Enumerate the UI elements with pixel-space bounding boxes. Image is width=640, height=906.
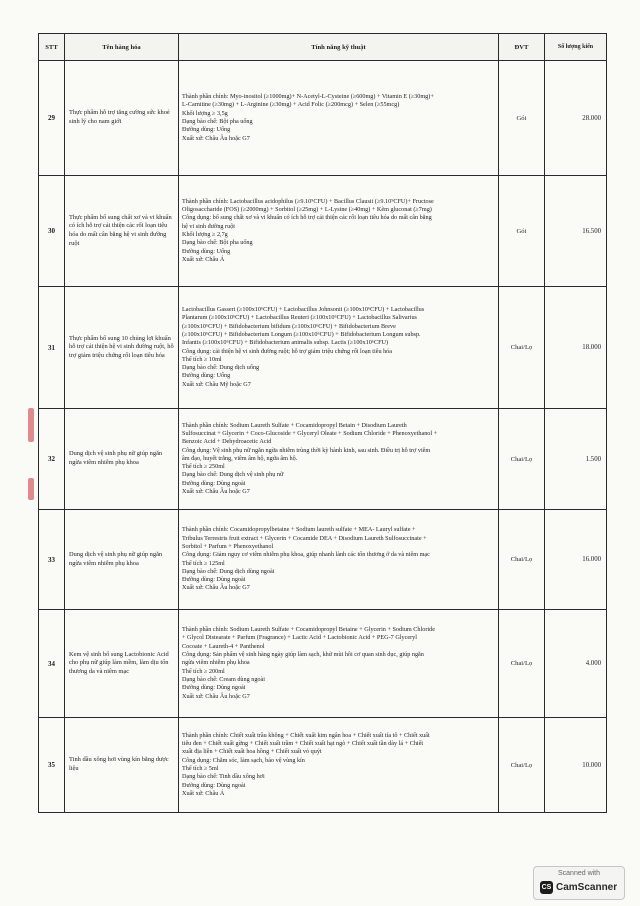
spec-line: Thành phần chính: Sodium Laureth Sulfate + Cocamidopropyl Betaine + Glycerin + Sodium Chloride bbox=[182, 626, 435, 634]
spec-line: Đường dùng: Uống bbox=[182, 126, 231, 134]
spec-line: Công dụng: Chăm sóc, làm sạch, bảo vệ vùng kín bbox=[182, 756, 305, 764]
spec-line: hệ vi sinh đường ruột bbox=[182, 222, 236, 230]
spec-line: Dạng bào chế: Dung dịch vệ sinh phụ nữ bbox=[182, 471, 284, 479]
row-stt: 35 bbox=[39, 718, 65, 813]
spec-line: Lactobacillus Gasseri (≥100x10⁶CFU) + Lactobacillus Johnsonii (≥100x10⁶CFU) + Lactobacillus bbox=[182, 306, 425, 314]
row-technical-spec bbox=[179, 610, 499, 718]
row-unit: Chai/Lọ bbox=[499, 409, 545, 510]
red-stamp-mark bbox=[28, 478, 34, 500]
spec-line: Xuất xứ: Châu Á bbox=[182, 255, 225, 263]
row-quantity: 28.000 bbox=[545, 61, 607, 176]
spec-line: Công dụng: Sản phẩm vệ sinh hàng ngày giúp làm sạch, khử mùi hôi cơ quan sinh dục, giúp ngăn bbox=[182, 651, 424, 659]
row-quantity: 1.500 bbox=[545, 409, 607, 510]
spec-line: Tribulus Terrestris fruit extract + Glycerin + Cocamide DEA + Disodium Laureth Sulfosuccinate + bbox=[182, 534, 427, 542]
row-product-name: Dung dịch vệ sinh phụ nữ giúp ngăn ngừa viêm nhiễm phụ khoa bbox=[65, 510, 179, 610]
spec-line: Thành phần chính: Sodium Laureth Sulfate + Cocamidopropyl Betain + Disodium Laureth bbox=[182, 421, 407, 429]
camscanner-logo-icon: CS bbox=[540, 881, 553, 894]
spec-line: Xuất xứ: Châu Âu hoặc G7 bbox=[182, 488, 250, 496]
spec-line: + Glycol Distearate + Parfum (Fragrance) + Lactic Acid + Lactobionic Acid + PEG-7 Glyceryl bbox=[182, 634, 417, 642]
spec-line: Dạng bào chế: Tinh dầu xông hơi bbox=[182, 773, 265, 781]
spec-line: âm đạo, huyết trắng, viêm âm hộ, ngứa âm hộ. bbox=[182, 454, 298, 462]
row-quantity: 4.000 bbox=[545, 610, 607, 718]
spec-line: Sorbitol + Parfum + Phenoxyethanol bbox=[182, 542, 274, 550]
spec-line: Infantis (≥100x10⁶CFU) + Bifidobacterium animalis subsp. Lactis (≥100x10⁶CFU) bbox=[182, 339, 389, 347]
spec-line: Đường dùng: Uống bbox=[182, 372, 231, 380]
product-spec-table bbox=[38, 33, 607, 813]
spec-line: Đường dùng: Uống bbox=[182, 247, 231, 255]
spec-line: Xuất xứ: Châu Á bbox=[182, 789, 225, 797]
row-unit: Chai/Lọ bbox=[499, 610, 545, 718]
watermark-app-name: CamScanner bbox=[556, 882, 618, 893]
spec-line: Cocoate + Laureth-4 + Panthenol bbox=[182, 642, 265, 650]
spec-line: Thể tích ≥ 250ml bbox=[182, 463, 225, 471]
spec-line: Khối lượng ≥ 2,7g bbox=[182, 231, 228, 238]
header-stt: STT bbox=[39, 34, 65, 61]
spec-line: Thành phần chính: Chiết xuất trầu không + Chiết xuất kim ngân hoa + Chiết xuất tía tô + Chiết xuất bbox=[182, 731, 430, 739]
row-technical-spec bbox=[179, 287, 499, 409]
row-technical-spec bbox=[179, 409, 499, 510]
row-technical-spec bbox=[179, 510, 499, 610]
spec-line: Dạng bào chế: Dung dịch dùng ngoài bbox=[182, 567, 275, 575]
spec-line: Plantarum (≥100x10⁶CFU) + Lactobacillus Reuteri (≥100x10⁶CFU) + Lactobacillus Salivarius bbox=[182, 314, 417, 322]
row-stt: 31 bbox=[39, 287, 65, 409]
row-quantity: 18.000 bbox=[545, 287, 607, 409]
spec-line: Thể tích ≥ 10ml bbox=[182, 355, 222, 363]
spec-line: Oligosaccharide (FOS) (≥2000mg) + Sorbitol (≥25mg) + L-Lysine (≥40mg) + Kẽm gluconat (≥7mg) bbox=[182, 206, 432, 214]
row-stt: 34 bbox=[39, 610, 65, 718]
watermark-scanned-with: Scanned with bbox=[557, 870, 601, 877]
row-quantity: 16.500 bbox=[545, 176, 607, 287]
row-unit: Chai/Lọ bbox=[499, 718, 545, 813]
spec-line: ngừa viêm nhiễm phụ khoa bbox=[182, 659, 250, 667]
row-stt: 33 bbox=[39, 510, 65, 610]
spec-line: Công dụng: Vệ sinh phụ nữ ngăn ngừa nhiễm trùng thời kỳ hành kinh, sau sinh. Điều trị hỗ trợ viêm bbox=[182, 446, 431, 454]
table-row bbox=[39, 409, 607, 510]
spec-line: L-Carnitine (≥30mg) + L-Arginine (≥30mg) + Acid Folic (≥200mcg) + Selen (≥55mcg) bbox=[182, 101, 400, 109]
table-row bbox=[39, 287, 607, 409]
row-stt: 30 bbox=[39, 176, 65, 287]
row-product-name: Kem vệ sinh bổ sung Lactobionic Acid cho phụ nữ giúp làm mềm, làm dịu tổn thương da và niêm mạc bbox=[65, 610, 179, 718]
table-row bbox=[39, 176, 607, 287]
red-stamp-mark bbox=[28, 408, 34, 442]
spec-line: Công dụng: bổ sung chất xơ và vi khuẩn có ích hỗ trợ cải thiện các rối loạn tiêu hóa do mất cân bằng bbox=[182, 214, 432, 222]
row-unit: Gói bbox=[499, 176, 545, 287]
header-product-name: Tên hàng hóa bbox=[65, 34, 179, 61]
spec-line: Thành phần chính: Myo-inositol (≥1000mg)+ N-Acetyl-L-Cysteine (≥600mg) + Vitamin E (≥30mg)+ bbox=[182, 93, 434, 101]
spec-line: Dạng bào chế: Bột pha uống bbox=[182, 118, 253, 125]
row-technical-spec bbox=[179, 176, 499, 287]
row-product-name: Tinh dầu xông hơi vùng kín bằng dược liệu bbox=[65, 718, 179, 813]
row-stt: 32 bbox=[39, 409, 65, 510]
table-row bbox=[39, 510, 607, 610]
header-unit: ĐVT bbox=[499, 34, 545, 61]
spec-line: tiêu đen + Chiết xuất gừng + Chiết xuất trầm + Chiết xuất hạt ngò + Chiết xuất tần dày lá + Chiết bbox=[182, 740, 424, 748]
table-row bbox=[39, 718, 607, 813]
row-unit: Chai/Lọ bbox=[499, 510, 545, 610]
spec-line: Benzoic Acid + Dehydroacetic Acid bbox=[182, 438, 272, 446]
spec-line: xuất địa liền + Chiết xuất hoa hồng + Chiết xuất vỏ quýt bbox=[182, 748, 322, 756]
spec-line: Xuất xứ: Châu Âu hoặc G7 bbox=[182, 584, 250, 592]
spec-line: Đường dùng: Dùng ngoài bbox=[182, 576, 246, 584]
spec-line: Sulfosuccinat + Glycerin + Coco-Glucoside + Glyceryl Oleate + Sodium Chloride + Phenoxyethanol + bbox=[182, 429, 438, 437]
spec-line: Thành phần chính: Lactobacillus acidophilus (≥9.10⁹CFU) + Bacillus Clausii (≥9.10⁹CFU)+ Fructose bbox=[182, 197, 434, 205]
header-quantity bbox=[545, 34, 607, 61]
spec-line: Công dụng: cải thiện hệ vi sinh đường ruột; hỗ trợ giảm triệu chứng rối loạn tiêu hóa bbox=[182, 347, 393, 355]
table-row bbox=[39, 610, 607, 718]
row-quantity: 10.000 bbox=[545, 718, 607, 813]
header-technical-spec: Tính năng kỹ thuật bbox=[179, 34, 499, 61]
header-quantity-label: Số lượng kiến bbox=[557, 44, 594, 50]
spec-line: Thành phần chính: Cocamidopropylbetaine + Sodium laureth sulfate + MEA- Lauryl sulfate + bbox=[182, 526, 416, 534]
row-quantity: 16.000 bbox=[545, 510, 607, 610]
spec-line: Thể tích ≥ 125ml bbox=[182, 559, 225, 567]
spec-line: (≥100x10⁶CFU) + Bifidobacterium Longum (≥100x10⁶CFU) + Bifidobacterium Longum subsp. bbox=[182, 330, 421, 338]
spec-line: Xuất xứ: Châu Âu hoặc G7 bbox=[182, 692, 250, 700]
table-row bbox=[39, 61, 607, 176]
spec-line: Đường dùng: Dùng ngoài bbox=[182, 781, 246, 789]
row-product-name: Thực phẩm hỗ trợ tăng cường sức khoẻ sinh lý cho nam giới bbox=[65, 61, 179, 176]
row-product-name: Dung dịch vệ sinh phụ nữ giúp ngăn ngừa viêm nhiễm phụ khoa bbox=[65, 409, 179, 510]
spec-line: Xuất xứ: Châu Âu hoặc G7 bbox=[182, 134, 250, 142]
spec-line: Dạng bào chế: Bột pha uống bbox=[182, 239, 253, 247]
spec-line: Xuất xứ: Châu Mỹ hoặc G7 bbox=[182, 380, 251, 388]
row-technical-spec bbox=[179, 718, 499, 813]
spec-line: Thể tích ≥ 200ml bbox=[182, 667, 225, 675]
row-stt: 29 bbox=[39, 61, 65, 176]
spec-line: Thể tích ≥ 5ml bbox=[182, 765, 219, 772]
spec-line: (≥100x10⁶CFU) + Bifidobacterium bifidum (≥100x10⁶CFU) + Bifidobacterium Breve bbox=[182, 322, 396, 330]
spec-line: Đường dùng: Dùng ngoài bbox=[182, 684, 246, 692]
spec-line: Khối lượng ≥ 3,5g bbox=[182, 109, 228, 117]
table-header-row bbox=[39, 34, 607, 61]
row-product-name: Thực phẩm bổ sung chất xơ và vi khuẩn có ích hỗ trợ cải thiện các rối loạn tiêu hóa do mất cân bằng hệ vi sinh đường ruột bbox=[65, 176, 179, 287]
row-unit: Gói bbox=[499, 61, 545, 176]
row-unit: Chai/Lọ bbox=[499, 287, 545, 409]
camscanner-watermark bbox=[533, 866, 625, 900]
spec-line: Công dụng: Giảm nguy cơ viêm nhiễm phụ khoa, giúp nhanh lành các tổn thương ở da và niêm mạc bbox=[182, 551, 430, 559]
spec-line: Dạng bào chế: Cream dùng ngoài bbox=[182, 675, 265, 683]
row-technical-spec bbox=[179, 61, 499, 176]
row-product-name: Thực phẩm bổ sung 10 chủng lợi khuẩn hỗ trợ cải thiện hệ vi sinh đường ruột, hỗ trợ giảm triệu chứng rối loạn tiêu hóa bbox=[65, 287, 179, 409]
spec-line: Đường dùng: Dùng ngoài bbox=[182, 479, 246, 487]
spec-line: Dạng bào chế: Dung dịch uống bbox=[182, 364, 260, 372]
